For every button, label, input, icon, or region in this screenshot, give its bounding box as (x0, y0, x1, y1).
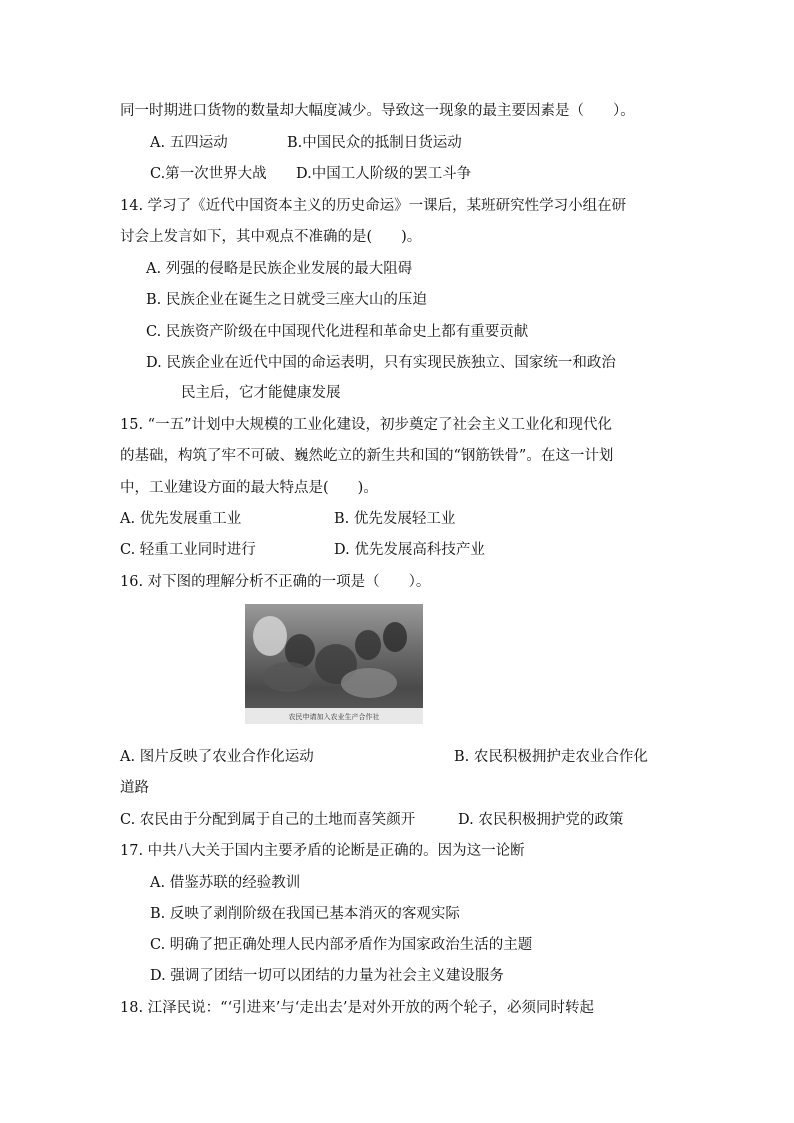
q17-option-d: D. 强调了团结一切可以团结的力量为社会主义建设服务 (150, 968, 504, 984)
q16-option-a: A. 图片反映了农业合作化运动 (120, 749, 314, 765)
q13-option-c: C.第一次世界大战 (150, 166, 267, 182)
q18-stem: 18. 江泽民说：“‘引进来’与‘走出去’是对外开放的两个轮子，必须同时转起 (120, 1000, 595, 1016)
q15-option-b: B. 优先发展轻工业 (334, 511, 456, 527)
q16-option-d: D. 农民积极拥护党的政策 (458, 812, 624, 828)
q17-option-a: A. 借鉴苏联的经验教训 (150, 875, 301, 891)
q16-option-b: B. 农民积极拥护走农业合作化 (454, 749, 648, 765)
q13-stem-line: 同一时期进口货物的数量却大幅度减少。导致这一现象的最主要因素是（ ）。 (120, 103, 635, 119)
q15-option-c: C. 轻重工业同时进行 (120, 542, 256, 558)
q14-stem: 14. 学习了《近代中国资本主义的历史命运》一课后，某班研究性学习小组在研 (120, 198, 627, 214)
q13-option-a: A. 五四运动 (150, 135, 228, 151)
q16-option-b-cont: 道路 (120, 780, 149, 796)
q17-option-c: C. 明确了把正确处理人民内部矛盾作为国家政治生活的主题 (150, 937, 533, 953)
q16-stem: 16. 对下图的理解分析不正确的一项是（ ）。 (120, 574, 431, 590)
q14-option-d: D. 民族企业在近代中国的命运表明，只有实现民族独立、国家统一和政治 (146, 355, 616, 371)
q15-stem: 15. “一五”计划中大规模的工业化建设，初步奠定了社会主义工业化和现代化 (120, 417, 612, 433)
q14-option-c: C. 民族资产阶级在中国现代化进程和革命史上都有重要贡献 (146, 324, 529, 340)
photo-caption: 农民申请加入农业生产合作社 (288, 713, 380, 721)
q15-stem-cont-2: 中，工业建设方面的最大特点是( )。 (120, 480, 378, 496)
q13-option-b: B.中国民众的抵制日货运动 (287, 135, 462, 151)
q16-option-c: C. 农民由于分配到属于自己的土地而喜笑颜开 (120, 812, 416, 828)
q15-option-d: D. 优先发展高科技产业 (334, 542, 485, 558)
q15-stem-cont-1: 的基础，构筑了牢不可破、巍然屹立的新生共和国的“钢筋铁骨”。在这一计划 (120, 448, 614, 464)
q14-stem-cont: 讨会上发言如下，其中观点不准确的是( )。 (120, 229, 422, 245)
q13-option-d: D.中国工人阶级的罢工斗争 (296, 166, 472, 182)
q17-stem: 17. 中共八大关于国内主要矛盾的论断是正确的。因为这一论断 (120, 843, 525, 859)
q14-option-d-cont: 民主后，它才能健康发展 (181, 385, 341, 401)
q17-option-b: B. 反映了剥削阶级在我国已基本消灭的客观实际 (150, 906, 460, 922)
q14-option-b: B. 民族企业在诞生之日就受三座大山的压迫 (146, 292, 427, 308)
q16-photo (245, 604, 423, 724)
q14-option-a: A. 列强的侵略是民族企业发展的最大阻碍 (146, 261, 413, 277)
q15-option-a: A. 优先发展重工业 (120, 511, 242, 527)
